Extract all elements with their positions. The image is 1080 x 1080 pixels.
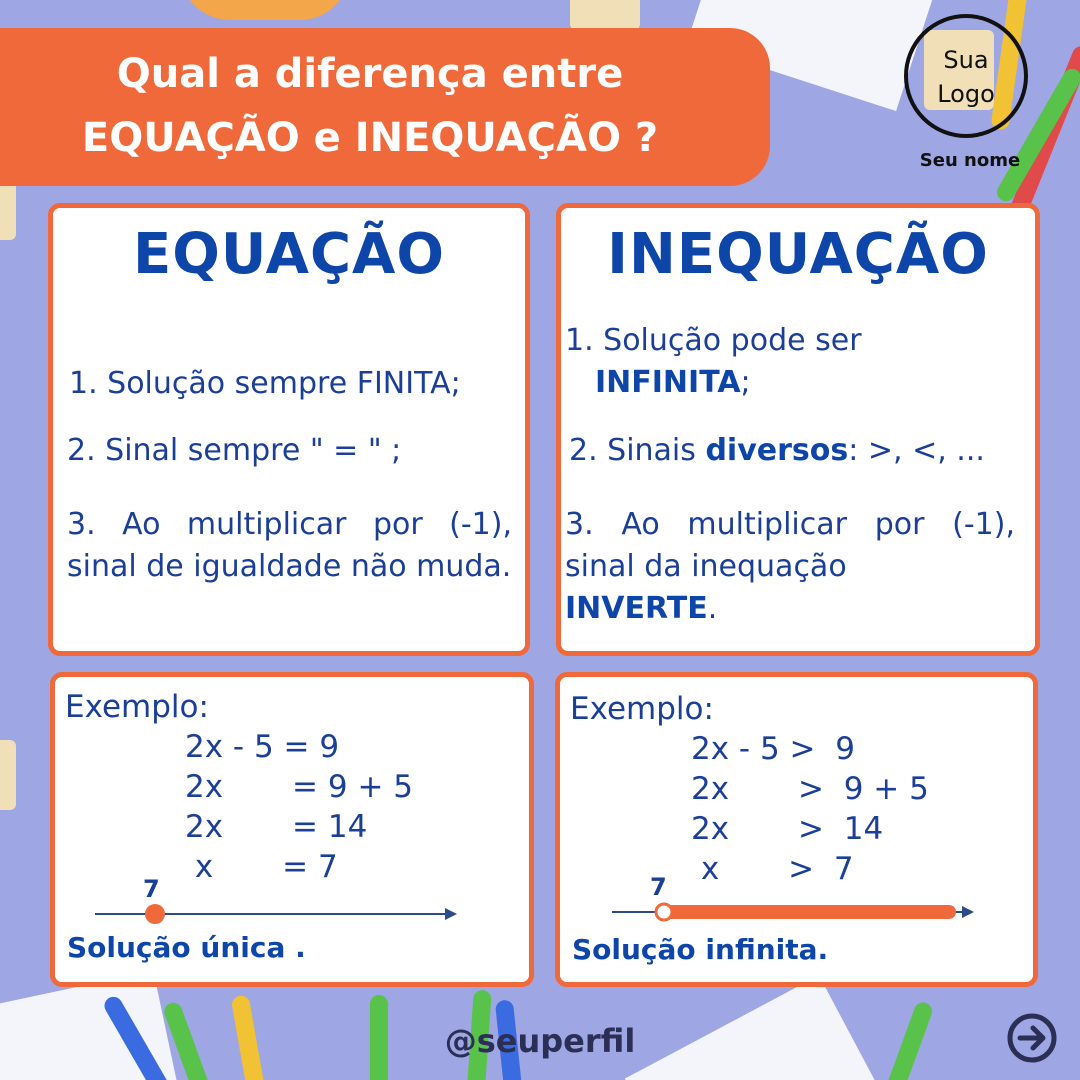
equacao-item-3: 3. Ao multiplicar por (-1), sinal de igualdade não muda. (67, 507, 512, 584)
inequacao-item-2-text: 2. Sinais (569, 433, 706, 468)
inequacao-item-3-text: 3. Ao multiplicar por (-1), sinal da inequação (565, 507, 1015, 584)
equacao-item-1: 1. Solução sempre FINITA; (69, 366, 461, 401)
equacao-example-line: 2x = 14 (185, 809, 368, 845)
equacao-example-line: x = 7 (185, 849, 338, 885)
inequacao-item-1 (565, 320, 1015, 404)
title-banner (0, 28, 770, 186)
number-line (602, 897, 982, 927)
equacao-example-card (50, 672, 534, 987)
logo-text-1: Sua (943, 46, 989, 74)
inequacao-card (556, 203, 1040, 656)
logo-text-2: Logo (937, 80, 995, 108)
inequacao-example-label: Exemplo: (570, 691, 714, 727)
inequacao-item-1-suffix: ; (740, 365, 751, 400)
solution-range (664, 905, 956, 919)
inequacao-item-3 (565, 504, 1015, 630)
background-plate (180, 0, 350, 20)
inequacao-item-3-bold: INVERTE (565, 591, 708, 626)
inequacao-item-3-suffix: . (707, 591, 718, 626)
solution-point (145, 904, 165, 924)
background-block (570, 0, 640, 30)
title-line-1: Qual a diferença entre (116, 51, 624, 97)
profile-handle: @seuperfil (444, 1022, 636, 1060)
equacao-card (48, 203, 530, 656)
inequacao-item-2 (569, 430, 1019, 472)
inequacao-item-1-text: 1. Solução pode ser (565, 323, 862, 358)
number-line-label: 7 (650, 873, 667, 901)
equacao-example-line: 2x - 5 = 9 (185, 729, 340, 765)
inequacao-example-line: 2x - 5 > 9 (691, 731, 855, 767)
open-point (656, 904, 672, 920)
equacao-result: Solução única . (67, 931, 306, 964)
inequacao-example-line: 2x > 9 + 5 (691, 771, 929, 807)
equacao-example-line: 2x = 9 + 5 (185, 769, 414, 805)
number-line-arrowhead (445, 908, 457, 920)
inequacao-item-1-bold: INFINITA (595, 365, 741, 400)
inequacao-result: Solução infinita. (572, 933, 829, 966)
title-line-2: EQUAÇÃO e INEQUAÇÃO ? (81, 115, 659, 161)
equacao-example-label: Exemplo: (65, 689, 209, 725)
inequacao-example-line: 2x > 14 (691, 811, 884, 847)
inequacao-item-2-bold: diversos (705, 433, 849, 468)
number-line (85, 899, 465, 929)
inequacao-title: INEQUAÇÃO (607, 222, 989, 287)
inequacao-example-line: x > 7 (691, 851, 854, 887)
inequacao-example-card (555, 672, 1038, 987)
equacao-title: EQUAÇÃO (133, 222, 445, 287)
background-block (0, 180, 16, 240)
equacao-item-2: 2. Sinal sempre " = " ; (67, 433, 402, 468)
background-block (0, 740, 16, 810)
number-line-label: 7 (143, 875, 160, 903)
number-line-arrowhead (962, 906, 974, 918)
logo-name: Seu nome (919, 150, 1021, 171)
logo-placeholder (904, 14, 1028, 138)
inequacao-item-2-suffix: : >, <, ... (848, 433, 985, 468)
next-arrow-icon[interactable] (1006, 1012, 1058, 1064)
